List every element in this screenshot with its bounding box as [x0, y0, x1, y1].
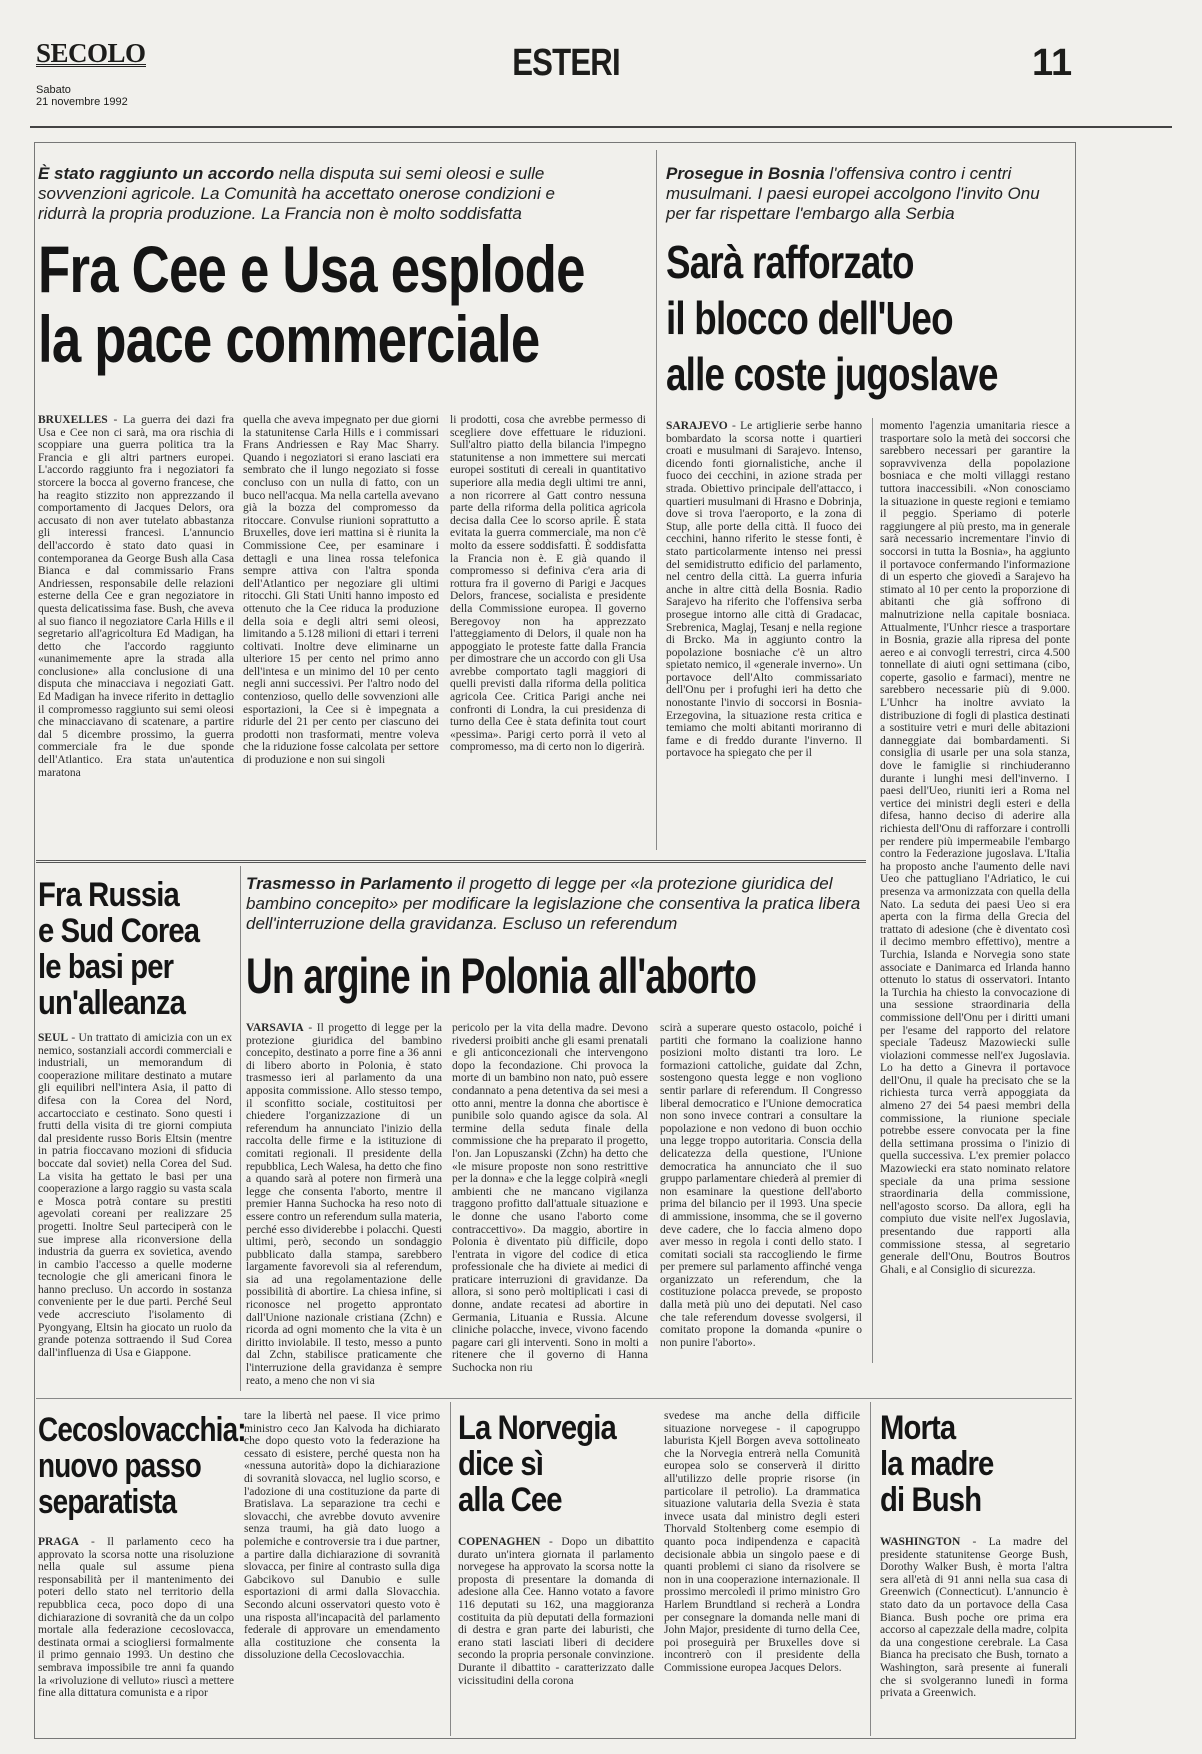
column-text: - La madre del presidente statunitense George Bush, Dorothy Walker Bush, è morta l'altra sera all'età di 91 anni nella sua casa di Greenwich (Connecticut). L'annuncio è stato dato da un portavoce della Casa Bianca. Bush poche ore prima era accorso al capezzale della madre, colpita da una congestione cerebrale. La Casa Bianca ha precisato che Bush, tornato a Washington, sarà presente ai funerali che si svolgeranno lunedì in forma privata a Greenwich.	[880, 1536, 1068, 1700]
article-russia-headline-3: le basi per	[38, 948, 174, 986]
dateline: PRAGA	[38, 1536, 79, 1548]
column-divider	[870, 1402, 871, 1736]
article-norvegia-headline-1: La Norvegia	[458, 1409, 616, 1447]
column-divider	[240, 866, 241, 1391]
column-text: - Le artiglierie serbe hanno bombardato la scorsa notte i quartieri croati e musulmani di Sarajevo. Intenso, dicendo fonti giornalistiche, anche il fuoco dei cecchini, in azione strada per strada. Obiettivo principale dell'attacco, i quartieri musulmani di Hrasno e Dobrinja, dove si trova l'aeroporto, e la zona di Stup, alle porte della città. Il fuoco dei cecchini, hanno riferito le stesse fonti, è stato particolarmente intenso nei pressi del semidistrutto edificio del parlamento, nel centro della città. La guerra infuria anche in altre città della Bosnia. Radio Sarajevo ha riferito che l'offensiva serba prosegue intorno alle città di Gradacac, Srebrenica, Maglaj, Tesanj e nella regione di Brcko. Ma in aggiunto contro la popolazione bosniache c'è un altro spietato nemico, il «generale inverno». Un portavoce dell'Alto commissariato dell'Onu per i profughi ieri ha detto che nonostante l'invio di soccorsi in Bosnia-Erzegovina, la situazione resta critica e temiamo che molti abitanti moriranno di fame e di freddo durante l'inverno. Il portavoce ha spiegato che per il	[666, 420, 862, 760]
article-norvegia-column-1	[458, 1536, 654, 1732]
article-ueo-column-1	[666, 420, 862, 840]
article-polonia-column-1	[246, 1022, 442, 1392]
article-ueo-column-2: momento l'agenzia umanitaria riesce a trasportare solo la metà dei soccorsi che sarebbero necessari per garantire la sopravvivenza della popolazione bosniaca e che molti villaggi restano tuttora inaccessibili. «Non conosciamo la situazione in queste regioni e temiamo il peggio. Speriamo di poterle raggiungere al più presto, ma in generale sarà necessario incrementare l'invio di soccorsi in tutta la Bosnia», ha aggiunto il portavoce confermando l'informazione di un esperto che giovedì a Sarajevo ha stimato al 10 per cento la proporzione di abitanti che già soffrono di malnutrizione nella capitale bosniaca. Attualmente, l'Unhcr riesce a trasportare in Bosnia, grazie alla ripresa del ponte aereo e ai convogli terrestri, circa 4.500 tonnellate di aiuti ogni settimana (cibo, coperte, gasolio e farmaci), mentre ne sarebbero necessarie più di 9.000. L'Unhcr ha inoltre avviato la distribuzione di fogli di plastica destinati a sostituire vetri e muri delle abitazioni danneggiate dai bombardamenti. Si consiglia di usarle per una sola stanza, dove le famiglie si rinchiuderanno durante i lunghi mesi dell'inverno. I paesi dell'Ueo, riuniti ieri a Roma nel vertice dei ministri degli esteri e della difesa, hanno deciso di aderire alla richiesta dell'Onu di rafforzare i controlli per rendere più impermeabile l'embargo contro la Federazione jugoslava. L'Italia ha proposto anche l'aumento delle navi Ueo che pattugliano l'Adriatico, le cui presenza va armonizzata con quella della Nato. La seduta dei paesi Ueo si era aperta con la firma della Grecia del trattato di adesione (che è diventato così il decimo membro effettivo), mentre a Turchia, Islanda e Norvegia sono state associate e Danimarca ed Irlanda hanno ottenuto lo status di osservatori. Intanto la Turchia ha chiesto la convocazione di una sessione straordinaria della commissione dell'Onu per i diritti umani per l'esame del rapporto del relatore speciale Tadeusz Mazowiecki sulle violazioni commesse nell'ex Jugoslavia. Lo ha detto a Ginevra il portavoce dell'Onu, il quale ha precisato che se la richiesta turca verrà appoggiata da almeno 27 dei 54 paesi membri della commissione, la riunione speciale potrebbe essere convocata per la fine della settimana prossima o l'inizio di quella successiva. L'ex premier polacco Mazowiecki era stato nominato relatore speciale da una prima sessione straordinaria della commissione, nell'agosto scorso. Da allora, egli ha compiuto due visite nell'ex Jugoslavia, presentando due rapporti alla commissione stessa, al segretario generale dell'Onu, Boutros Boutros Ghali, e al Consiglio di sicurezza.	[880, 420, 1070, 1276]
article-ceco-headline-3: separatista	[38, 1483, 177, 1521]
kicker-bold: È stato raggiunto un accordo	[38, 164, 275, 183]
article-ueo-headline-1: Sarà rafforzato	[666, 236, 914, 288]
column-text: - La guerra dei dazi fra Usa e Cee non ci sarà, ma ora rischia di scoppiare una guerra politica tra la Francia e gli altri partners europei. L'accordo raggiunto fra i negoziatori fa storcere la bocca al governo francese, che ha reagito stizzito non apprezzando il comportamento di Jacques Delors, ora accusato di non aver tutelato abbastanza gli interessi francesi. L'annuncio dell'accordo è stato dato quasi in contemporanea da George Bush alla Casa Bianca e dal commissario Frans Andriessen, responsabile delle relazioni esterne della Cee e gran negoziatore in questa delicatissima fase. Bush, che aveva al suo fianco il negoziatore Carla Hills e il segretario all'agricoltura Ed Madigan, ha detto che l'accordo raggiunto «unanimemente apre la strada alla conclusione» alla conclusione di una disputa che minacciava i negoziati Gatt. Ed Madigan ha invece riferito in dettaglio il compromesso raggiunto sui semi oleosi che minacciavano di scatenare, a partire dal 5 dicembre prossimo, la guerra commerciale fra le due sponde dell'Atlantico. Era stata un'autentica maratona	[38, 414, 234, 779]
kicker-text: l'offensiva contro i centri musulmani. I paesi europei accolgono l'invito Onu per far rispettare l'embargo alla Serbia	[666, 164, 1040, 223]
article-polonia-column-3: scirà a superare questo ostacolo, poiché i partiti che formano la coalizione hanno posizioni molto distanti tra loro. Le formazioni cattoliche, guidate dal Zchn, sostengono questa legge e non vogliono sentir parlare di referendum. Il Congresso liberal democratico e l'Unione democratica non sono invece contrari a consultare la popolazione e non vedono di buon occhio una legge troppo autoritaria. Conscia della delicatezza della questione, l'Unione democratica ha annunciato che il suo gruppo parlamentare chiederà al premier di non esaminare la questione dell'aborto prima del bilancio per il 1993. Una specie di ammissione, insomma, che se il governo deve cadere, che lo faccia almeno dopo aver messo in regola i conti dello stato. I comitati sociali sta raccogliendo le firme per premere sul parlamento affinché venga organizzato un referendum, che la costituzione polacca prevede, se proposto dalla metà più uno dei deputati. Nel caso che tale referendum dovesse svolgersi, il comitato propone la domanda «punire o non punire l'aborto».	[660, 1022, 862, 1349]
article-russia-headline-1: Fra Russia	[38, 876, 179, 914]
article-ceco-headline-2: nuovo passo	[38, 1447, 201, 1485]
dateline: VARSAVIA	[246, 1022, 304, 1034]
section-separator	[36, 1398, 1072, 1399]
dateline: BRUXELLES	[38, 414, 108, 426]
dateline: SARAJEVO	[666, 420, 728, 432]
article-cee-usa-column-1	[38, 414, 234, 822]
column-text: - Un trattato di amicizia con un ex nemico, sostanziali accordi commerciali e industriali, un memorandum di cooperazione militare destinato a mutare gli equilibri nell'intera Asia, il patto di difesa con la Corea del Nord, accartocciato e cestinato. Sono questi i frutti della visita di tre giorni compiuta dal presidente russo Boris Eltsin (mentre in patria fioccavano mozioni di sfiducia boccate dal soviet) nella Corea del Sud. La visita ha gettato le basi per una cooperazione a largo raggio su vasta scala e Mosca potrà contare su prestiti agevolati coreani per realizzare 25 progetti. Inoltre Seul parteciperà con le sue imprese alla riconversione della industria da guerra ex sovietica, avendo in cambio l'accesso a quelle moderne tecnologie che gli americani finora le hanno precluso. Un accordo in sostanza conveniente per le due parti. Perché Seul vede accresciuto l'isolamento di Pyongyang, Eltsin ha giocato un ruolo da grande potenza sottraendo il Sud Corea dall'influenza di Usa e Giappone.	[38, 1032, 232, 1359]
article-polonia-kicker	[246, 874, 862, 934]
kicker-bold: Trasmesso in Parlamento	[246, 874, 453, 893]
article-ceco-headline-1: Cecoslovacchia:	[38, 1411, 246, 1449]
section-separator	[36, 860, 866, 863]
kicker-text: nella disputa sui semi oleosi e sulle sovvenzioni agricole. La Comunità ha accettato onerose condizioni e ridurrà la propria produzione. La Francia non è molto soddisfatta	[38, 164, 555, 223]
article-russia-headline-4: un'alleanza	[38, 984, 185, 1022]
column-divider	[450, 1402, 451, 1736]
column-text: - Dopo un dibattito durato un'intera giornata il parlamento norvegese ha approvato la scorsa notte la proposta di presentare la domanda di adesione alla Cee. Hanno votato a favore 116 deputati su 162, una maggioranza costituita da più deputati della formazioni di destra e gran parte dei laburisti, che erano stati lasciati liberi di decidere secondo la propria personale convinzione. Durante il dibattito - caratterizzato dalle vicissitudini della corona	[458, 1536, 654, 1687]
article-bush-headline-3: di Bush	[880, 1481, 982, 1519]
article-norvegia-headline-2: dice sì	[458, 1445, 544, 1483]
article-ceco-column-1	[38, 1536, 234, 1732]
article-ceco-column-2: tare la libertà nel paese. Il vice primo ministro ceco Jan Kalvoda ha dichiarato che dopo questo voto la federazione ha cessato di esistere, perché questa non ha «nessuna autorità» dopo la dichiarazione di sovranità slovacca, nel luglio scorso, e l'adozione di una costituzione da parte di Bratislava. La separazione tra cechi e slovacchi, che avrebbe dovuto avvenire senza traumi, ha già dato luogo a polemiche e controversie tra i due partner, a partire dalla dichiarazione di sovranità slovacca, per finire al contrasto sulla diga Gabcikovo sul Danubio e sulle esportazioni di armi dalla Slovacchia. Secondo alcuni osservatori questo voto è una risposta all'incapacità del parlamento federale di approvare un emendamento alla costituzione che consenta la dissoluzione della Cecoslovacchia.	[244, 1410, 440, 1662]
newspaper-logo: SECOLO	[36, 38, 146, 68]
article-bush-headline-1: Morta	[880, 1409, 956, 1447]
article-cee-usa-kicker	[38, 164, 558, 224]
article-ueo-headline-2: il blocco dell'Ueo	[666, 292, 953, 344]
page-number: 11	[1032, 42, 1073, 84]
article-norvegia-column-2: svedese ma anche della difficile situazione norvegese - il capogruppo laburista Kjell Borgen aveva sottolineato che la Norvegia entrerà nella Comunità europea solo se conserverà il diritto all'utilizzo delle proprie risorse (in particolare il petrolio). La drammatica situazione valutaria della Svezia è stata invece usata dal ministro degli esteri Thorvald Stoltenberg come esempio di quanto poca indipendenza e capacità decisionale abbia un singolo paese e di quanti problemi ci siano da risolvere se non in una cooperazione internazionale. Il prossimo mercoledì il primo ministro Gro Harlem Brundtland si recherà a Londra per consegnare la domanda nelle mani di John Major, presidente di turno della Cee, poi proseguirà per Bruxelles dove si incontrerò con il presidente della Commissione europea Jacques Delors.	[664, 1410, 860, 1674]
issue-day: Sabato	[36, 84, 71, 96]
dateline: WASHINGTON	[880, 1536, 961, 1548]
article-bush-column-1	[880, 1536, 1068, 1732]
column-text: - Il parlamento ceco ha approvato la scorsa notte una risoluzione nella quale sul assume piena responsabilità per il mantenimento dei poteri dello stato nel territorio della repubblica ceca, poco dopo di una dichiarazione di sovranità che da un colpo mortale alla federazione cecoslovacca, destinata ormai a sciogliersi formalmente il primo gennaio 1993. Un destino che sembrava impossibile tre anni fa quando la «rivoluzione di velluto» riuscì a mettere fine alla dittatura comunista e a ripor	[38, 1536, 234, 1700]
article-russia-column-1	[38, 1032, 232, 1392]
column-divider	[656, 150, 657, 850]
masthead-rule	[30, 126, 1172, 128]
dateline: SEUL	[38, 1032, 69, 1044]
dateline: COPENAGHEN	[458, 1536, 541, 1548]
article-polonia-headline: Un argine in Polonia all'aborto	[246, 948, 757, 1004]
article-cee-usa-headline-1: Fra Cee e Usa esplode	[38, 232, 585, 306]
article-norvegia-headline-3: alla Cee	[458, 1481, 562, 1519]
kicker-text: il progetto di legge per «la protezione giuridica del bambino concepito» per modificare la legislazione che consentiva la pratica libera dell'interruzione della gravidanza. Escluso un referendum	[246, 874, 861, 933]
article-ueo-headline-3: alle coste jugoslave	[666, 348, 998, 400]
article-ueo-kicker	[666, 164, 1066, 224]
article-bush-headline-2: la madre	[880, 1445, 994, 1483]
kicker-bold: Prosegue in Bosnia	[666, 164, 825, 183]
section-title: ESTERI	[512, 42, 620, 84]
column-text: - Il progetto di legge per la protezione giuridica del bambino concepito, destinato a porre fine a 36 anni di libero aborto in Polonia, è stato trasmesso ieri al parlamento da una apposita commissione. Allo stesso tempo, il sconfitto sociale, costituitosi per chiedere l'organizzazione di un referendum ha annunciato l'inizio della raccolta delle firme e la istituzione di comitati regionali. Il presidente della repubblica, Lech Walesa, ha detto che fino a quando sarà al potere non firmerà una legge che consenta l'aborto, mentre il premier Hanna Suchocka ha reso noto di essere contro un referendum sulla materia, perché esso dividerebbe i polacchi. Questi ultimi, però, secondo un sondaggio pubblicato dalla stampa, sarebbero largamente favorevoli sia al referendum, sia ad una regolamentazione delle possibilità di abortire. La chiesa infine, si riconosce nel progetto approntato dall'Unione nazionale cristiana (Zchn) e ricorda ad ogni momento che la vita è un diritto inviolabile. Il testo, messo a punto dal Zchn, stabilisce praticamente che l'interruzione della gravidanza è sempre reato, a meno che non vi sia	[246, 1022, 442, 1387]
article-cee-usa-column-3: li prodotti, cosa che avrebbe permesso di scegliere dove effettuare le riduzioni. Sull'altro piatto della bilancia l'impegno statunitense a non immettere sui mercati europei sostituti di cereali in quantitativo superiore alla media degli ultimi tre anni, a non ricorrere al Gatt contro nessuna parte della riforma della politica agricola decisa dalla Cee lo scorso aprile. È stata evitata la guerra commerciale, ma non c'è molto da essere soddisfatti. È soddisfatta la Francia non è. E già quando il compromesso si definiva c'era aria di rottura fra il governo di Parigi e Jacques Delors, francese, socialista e presidente della Commissione europea. Il governo Beregovoy non ha apprezzato l'atteggiamento di Delors, il quale non ha appoggiato le proteste fatte dalla Francia per dimostrare che un accordo con gli Usa avrebbe comportato tagli maggiori di quelli previsti dalla riforma della politica agricola Cee. Critica Parigi anche nei confronti di Londra, la cui presidenza di turno della Cee è stata definita tout court «pessima». Parigi certo porrà il veto al compromesso, ma di certo non lo digerirà.	[450, 414, 646, 754]
article-russia-headline-2: e Sud Corea	[38, 912, 200, 950]
column-divider	[872, 418, 873, 1363]
issue-full-date: 21 novembre 1992	[36, 96, 128, 108]
article-cee-usa-headline-2: la pace commerciale	[38, 302, 540, 376]
article-polonia-column-2: pericolo per la vita della madre. Devono rivedersi proibiti anche gli esami prenatali e gli anticoncezionali che intervengono dopo la fecondazione. Chi provoca la morte di un bambino non nato, può essere condannato a pena detentiva da sei mesi a otto anni, mentre la donna che abortisce è punibile solo quando agisce da sola. Al termine della seduta finale della commissione che ha preparato il progetto, l'on. Jan Lopuszanski (Zchn) ha detto che «le misure proposte non sono restrittive per la donna» e che la legge colpirà «negli ambienti che ne mancano vigilanza traggono profitto dall'attuale situazione e le donne che usano l'aborto come contraccettivo». Da maggio, abortire in Polonia è diventato più difficile, dopo l'entrata in vigore del codice di etica professionale che ha diviete ai medici di praticare interruzioni di gravidanze. Da allora, si sono però moltiplicati i casi di donne, andate recatesi ad abortire in Germania, Lituania e Russia. Alcune cliniche polacche, invece, vivono facendo pagare cari gli interventi. Sono in molti a ritenere che il governo di Hanna Suchocka non riu	[452, 1022, 648, 1375]
issue-date	[36, 84, 128, 108]
article-cee-usa-column-2: quella che aveva impegnato per due giorni la statunitense Carla Hills e i commissari Frans Andriessen e Ray Mac Sharry. Quando i negoziatori si erano lasciati era sembrato che il lungo negoziato si fosse concluso con un nulla di fatto, con un buco nell'acqua. Ma nella cartella avevano già la bozza del compromesso da ritoccare. Convulse riunioni soprattutto a Bruxelles, dove ieri mattina si è riunita la Commissione Cee, per esaminare i dettagli e una linea rossa telefonica sempre attiva con l'altra sponda dell'Atlantico per negoziare gli ultimi ritocchi. Gli Stati Uniti hanno imposto ed ottenuto che la Cee riduca la produzione della soia e degli altri semi oleosi, limitando a 5.128 milioni di ettari i terreni coltivati. Inoltre deve eliminarne un ulteriore 15 per cento nel primo anno dell'intesa e un minimo del 10 per cento negli anni successivi. Per l'altro nodo del contenzioso, quello delle sovvenzioni alle esportazioni, la Cee si è impegnata a ridurle del 21 per cento per ciascuno dei prodotti non trasformati, mentre voleva che la riduzione fosse calcolata per settore di produzione e non sui singoli	[243, 414, 439, 767]
